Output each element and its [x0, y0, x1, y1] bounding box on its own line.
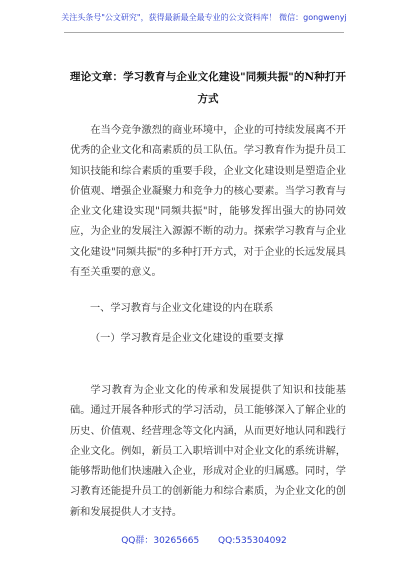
- subsection-heading: （一）学习教育是企业文化建设的重要支撑: [90, 333, 284, 344]
- paragraph-intro: 在当今竞争激烈的商业环境中，企业的可持续发展离不开优秀的企业文化和高素质的员工队伍。学习教育作为提升员工知识技能和综合素质的重要手段，企业文化建设则是塑造企业价值观、增强企业凝聚力和竞争力的核心要素。当学习教育与企业文化建设实现"同频共振"时，能够发挥出强大的协同效应，为企业的发展注入源源不断的动力。探索学习教育与企业文化建设"同频共振"的多种打开方式，对于企业的长远发展具有至关重要的意义。: [70, 125, 346, 279]
- document-title: 理论文章：学习教育与企业文化建设"同频共振"的N种打开方式: [70, 71, 346, 105]
- paragraph-body: 学习教育为企业文化的传承和发展提供了知识和技能基础。通过开展各种形式的学习活动，员工能够深入了解企业的历史、价值观、经营理念等文化内涵，从而更好地认同和践行企业文化。例如，新员工入职培训中对企业文化的系统讲解，能够帮助他们快速融入企业，形成对企业的归属感。同时，学习教育还能提升员工的创新能力和综合素质，为企业文化的创新和发展提供人才支持。: [70, 385, 346, 518]
- footer-contact: [0, 533, 408, 546]
- header-banner: 关注头条号"公文研究"，获得最新最全最专业的公文资料库！ 微信：gongwenyj: [61, 13, 347, 22]
- footer-qq: QQ:535304092: [218, 536, 287, 546]
- header-divider: [64, 32, 344, 33]
- section-heading: 一、学习教育与企业文化建设的内在联系: [90, 303, 274, 314]
- footer-qq-group: QQ群：30265665: [121, 536, 200, 546]
